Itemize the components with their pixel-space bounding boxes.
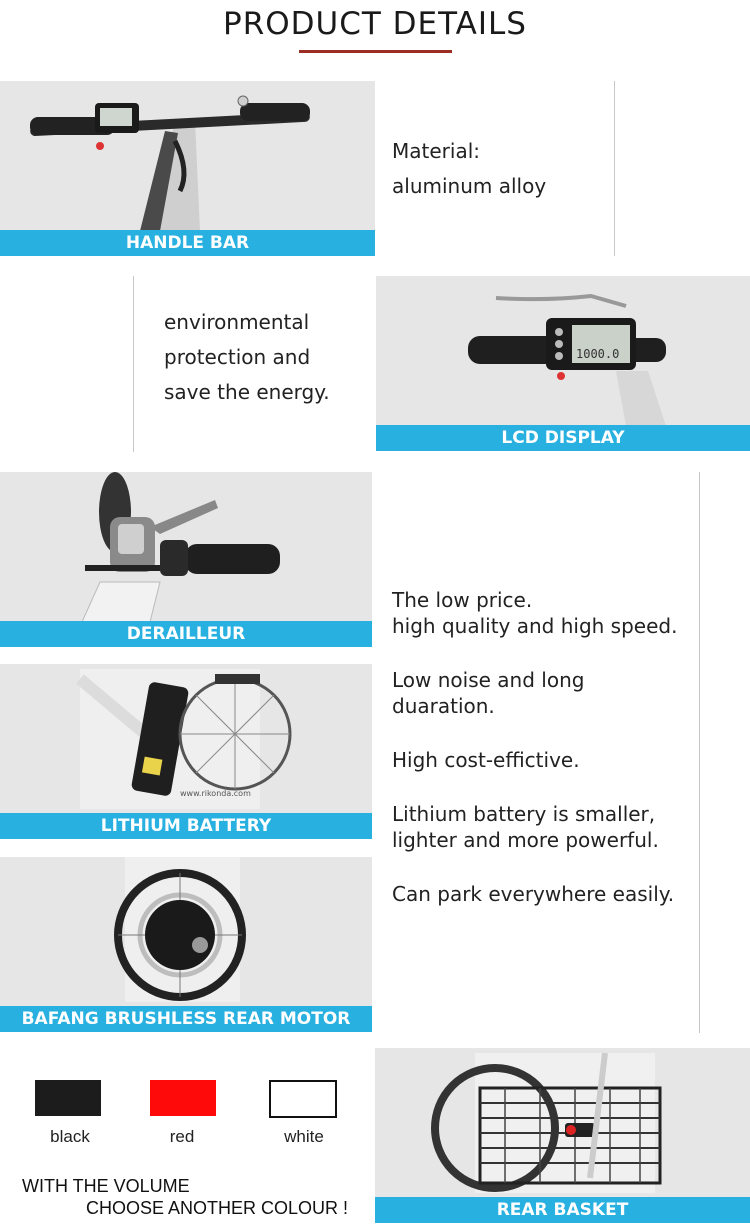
swatch-white[interactable] — [269, 1080, 337, 1118]
swatch-label: white — [284, 1127, 324, 1146]
derailleur-caption: DERAILLEUR — [0, 621, 372, 647]
lithium-battery-caption: LITHIUM BATTERY — [0, 813, 372, 839]
colour-note-line1: WITH THE VOLUME — [22, 1176, 190, 1196]
feature-item: Can park everywhere easily. — [392, 882, 675, 906]
swatch-label: red — [169, 1127, 195, 1146]
derailleur-photo — [0, 472, 372, 622]
lcd-display-photo — [376, 276, 750, 426]
rear-motor-photo — [0, 857, 372, 1007]
divider — [699, 472, 700, 1033]
page-title: PRODUCT DETAILS — [223, 6, 527, 42]
swatch-red[interactable] — [150, 1080, 216, 1116]
handle-bar-caption: HANDLE BAR — [0, 230, 375, 256]
swatch-black[interactable] — [35, 1080, 101, 1116]
lcd-text-line: environmental — [164, 310, 310, 334]
divider — [133, 276, 134, 452]
feature-item: High cost-effictive. — [392, 748, 580, 772]
material-label: Material: — [392, 139, 480, 163]
lcd-text-line: protection and — [164, 345, 311, 369]
lcd-display-caption: LCD DISPLAY — [376, 425, 750, 451]
colour-note-line2: CHOOSE ANOTHER COLOUR ! — [86, 1198, 349, 1218]
rear-basket-caption: REAR BASKET — [375, 1197, 750, 1223]
material-value: aluminum alloy — [392, 174, 547, 198]
lithium-battery-photo — [0, 664, 372, 814]
svg-text:1000.0: 1000.0 — [576, 347, 620, 361]
rear-basket-photo — [375, 1048, 750, 1198]
features-list — [392, 587, 692, 935]
handle-bar-photo — [0, 81, 375, 231]
svg-text:www.rikonda.com: www.rikonda.com — [180, 789, 251, 798]
feature-item: Low noise and long duaration. — [392, 668, 585, 718]
lcd-text-line: save the energy. — [164, 380, 330, 404]
rear-motor-caption: BAFANG BRUSHLESS REAR MOTOR — [0, 1006, 372, 1032]
feature-item: Lithium battery is smaller, lighter and more powerful. — [392, 802, 659, 852]
lcd-text — [164, 305, 330, 410]
title-underline — [299, 50, 452, 53]
handle-bar-text — [392, 134, 546, 204]
divider — [614, 81, 615, 256]
feature-item: The low price. high quality and high speed. — [392, 588, 678, 638]
swatch-label: black — [50, 1127, 90, 1146]
